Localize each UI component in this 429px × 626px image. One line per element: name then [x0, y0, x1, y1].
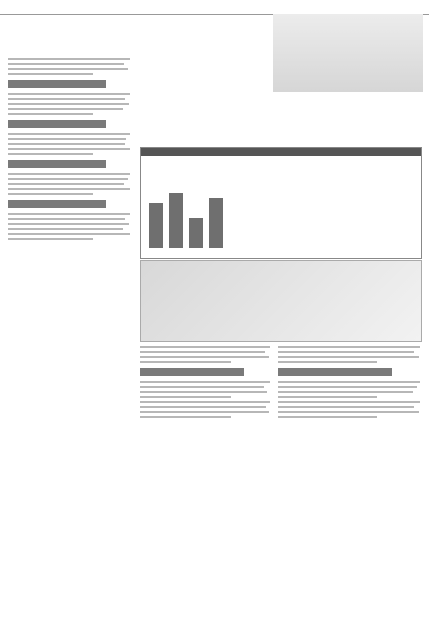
chart-bars — [149, 178, 249, 248]
header-illustration — [273, 14, 423, 92]
chart-bar — [209, 198, 223, 248]
subheading — [278, 368, 392, 376]
column-3 — [278, 346, 420, 586]
article-image — [140, 260, 422, 342]
masthead-strip — [0, 0, 429, 15]
chart-header-bar — [141, 148, 421, 156]
subheading — [8, 120, 106, 128]
subheading — [8, 80, 106, 88]
column-2 — [140, 346, 270, 586]
subheading — [8, 160, 106, 168]
chart — [140, 147, 422, 259]
chart-bar — [169, 193, 183, 248]
page-footer — [388, 590, 428, 620]
chart-bar — [189, 218, 203, 248]
subheading — [8, 200, 106, 208]
column-1 — [8, 58, 130, 578]
subheading — [140, 368, 244, 376]
chart-bar — [149, 203, 163, 248]
